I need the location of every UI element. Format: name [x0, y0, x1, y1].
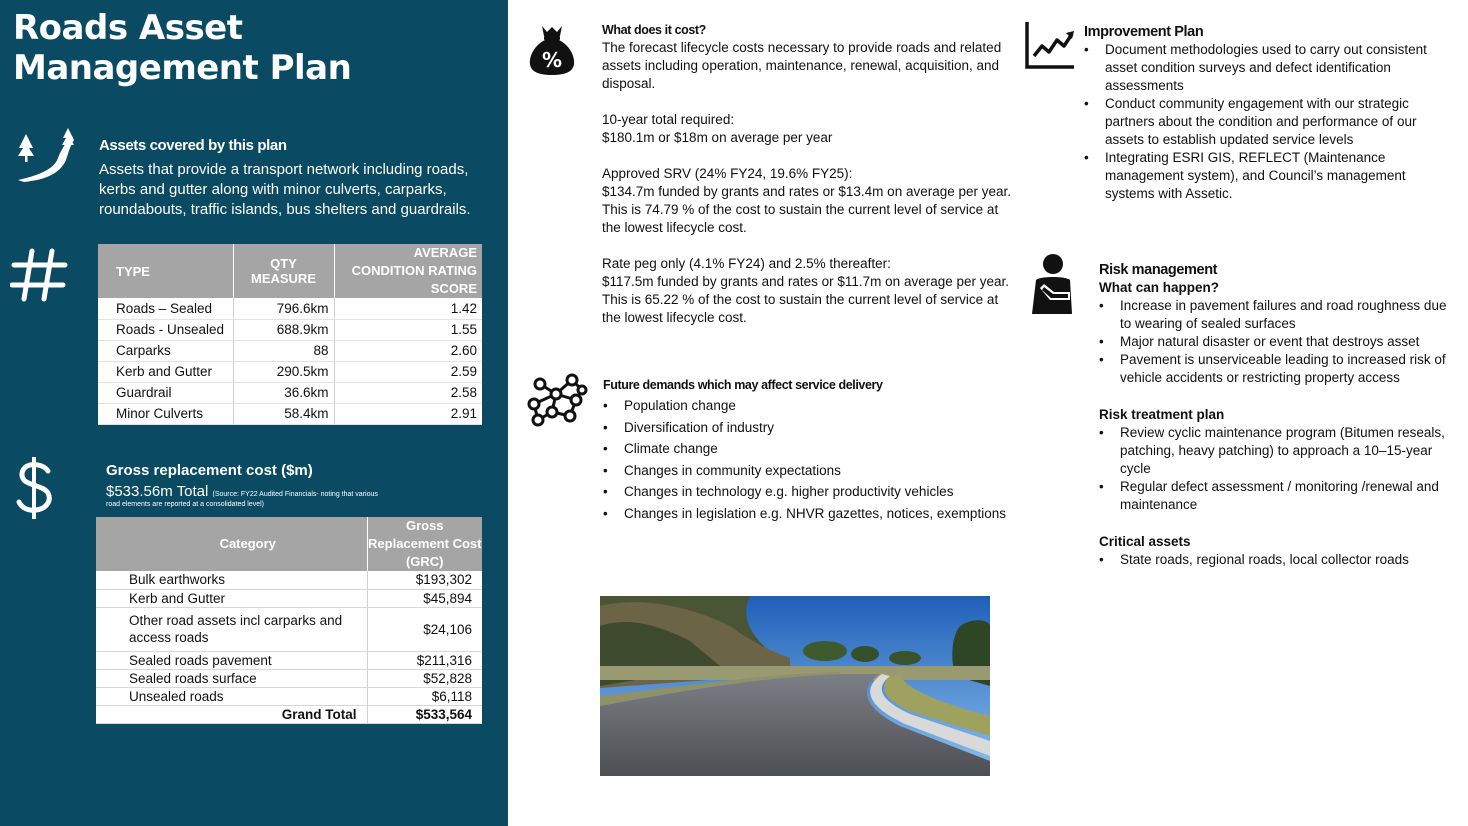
list-item: • Review cyclic maintenance program (Bitumen reseals, patching, heavy patching) to approach a 10–15-year cycle	[1099, 424, 1451, 478]
what-can-happen-heading: What can happen?	[1099, 280, 1220, 295]
cell-grc: $211,316	[367, 651, 482, 669]
cell-qty: 688.9km	[233, 319, 334, 340]
svg-text:%: %	[541, 48, 563, 72]
demands-section	[603, 376, 1023, 525]
grc-source-note: (Source: FY22 Audited Financials- noting that various	[212, 491, 378, 498]
page-title: Roads Asset Management Plan	[13, 8, 352, 88]
grand-total-row	[96, 705, 482, 723]
table-row	[98, 361, 482, 382]
table-row	[98, 298, 482, 319]
grand-total-value: $533,564	[367, 705, 482, 723]
grc-heading: Gross replacement cost ($m)	[106, 462, 313, 479]
road-trees-icon	[14, 126, 76, 184]
cell-category: Other road assets incl carparks and access roads	[96, 607, 367, 651]
column-header-type: TYPE	[98, 244, 233, 298]
cell-grc: $45,894	[367, 589, 482, 607]
cell-qty: 58.4km	[233, 403, 334, 424]
cell-category: Bulk earthworks	[96, 571, 367, 589]
hashtag-icon	[10, 245, 68, 303]
peg-label: Rate peg only (4.1% FY24) and 2.5% thereafter:	[602, 256, 891, 271]
cell-grc: $193,302	[367, 571, 482, 589]
cell-category: Sealed roads surface	[96, 669, 367, 687]
demands-heading: Future demands which may affect service delivery	[603, 378, 883, 392]
table-row	[98, 382, 482, 403]
left-panel	[0, 0, 508, 826]
road-photo	[600, 596, 990, 776]
list-item: • Changes in legislation e.g. NHVR gazettes, notices, exemptions	[603, 503, 1023, 525]
risk-section	[1099, 261, 1451, 569]
column-header-category: Category	[96, 517, 367, 571]
list-item: • Population change	[603, 395, 1023, 417]
assets-heading: Assets covered by this plan	[99, 137, 287, 154]
column-header-qty: QTY MEASURE	[233, 244, 334, 298]
cell-type: Roads – Sealed	[98, 298, 233, 319]
grc-total-value: $533.56m Total	[106, 483, 209, 500]
cell-type: Minor Culverts	[98, 403, 233, 424]
list-item: • Regular defect assessment / monitoring /renewal and maintenance	[1099, 478, 1451, 514]
grc-table	[96, 517, 482, 724]
column-header-condition: AVERAGE CONDITION RATING SCORE	[334, 244, 482, 298]
cell-category: Kerb and Gutter	[96, 589, 367, 607]
cost-heading: What does it cost?	[602, 23, 706, 37]
money-bag-percent-icon	[527, 22, 577, 76]
dollar-icon	[14, 455, 56, 521]
list-item: • Pavement is unserviceable leading to increased risk of vehicle accidents or restricting property access	[1099, 351, 1451, 387]
list-item: • Document methodologies used to carry out consistent asset condition surveys and defect identification assessments	[1084, 41, 1449, 95]
critical-assets-list	[1099, 551, 1451, 569]
cost-intro: The forecast lifecycle costs necessary to provide roads and related assets including operation, maintenance, renewal, acquisition, and disposal.	[602, 40, 1002, 91]
column-header-grc: Gross Replacement Cost (GRC)	[368, 518, 482, 569]
table-header-row	[96, 517, 482, 571]
cell-score: 1.55	[334, 319, 482, 340]
risk-list	[1099, 297, 1451, 387]
list-item: • State roads, regional roads, local collector roads	[1099, 551, 1451, 569]
table-row	[96, 589, 482, 607]
cell-grc: $6,118	[367, 687, 482, 705]
list-item: • Changes in community expectations	[603, 460, 1023, 482]
table-row	[96, 607, 482, 651]
cell-grc: $52,828	[367, 669, 482, 687]
peg-funding: $117.5m funded by grants and rates or $11.7m on average per year.	[602, 274, 1010, 289]
person-injured-icon	[1026, 252, 1076, 316]
srv-label: Approved SRV (24% FY24, 19.6% FY25):	[602, 166, 853, 181]
cell-qty: 796.6km	[233, 298, 334, 319]
cell-type: Roads - Unsealed	[98, 319, 233, 340]
table-header-row	[98, 244, 482, 298]
ten-year-label: 10-year total required:	[602, 112, 735, 127]
grc-total	[106, 483, 378, 500]
cell-score: 2.60	[334, 340, 482, 361]
list-item: • Major natural disaster or event that destroys asset	[1099, 333, 1451, 351]
improvement-heading: Improvement Plan	[1084, 24, 1204, 40]
cell-qty: 88	[233, 340, 334, 361]
table-row	[96, 687, 482, 705]
cell-category: Unsealed roads	[96, 687, 367, 705]
list-item: • Diversification of industry	[603, 417, 1023, 439]
cell-qty: 36.6km	[233, 382, 334, 403]
cell-score: 2.58	[334, 382, 482, 403]
chart-trend-up-icon	[1024, 20, 1076, 70]
table-row	[96, 669, 482, 687]
improvement-list	[1084, 41, 1449, 203]
peg-percent: This is 65.22 % of the cost to sustain the current level of service at the lowest lifecycle cost.	[602, 292, 999, 325]
list-item: • Integrating ESRI GIS, REFLECT (Maintenance management system), and Council’s management systems with Assetic.	[1084, 149, 1449, 203]
cost-section	[602, 21, 1017, 327]
cell-score: 1.42	[334, 298, 482, 319]
risk-treatment-heading: Risk treatment plan	[1099, 407, 1225, 422]
cell-score: 2.91	[334, 403, 482, 424]
grand-total-label: Grand Total	[96, 705, 367, 723]
cell-qty: 290.5km	[233, 361, 334, 382]
network-molecule-icon	[526, 370, 588, 428]
cell-score: 2.59	[334, 361, 482, 382]
list-item: • Conduct community engagement with our strategic partners about the condition and performance of our assets to establish updated service levels	[1084, 95, 1449, 149]
table-row	[98, 340, 482, 361]
srv-funding: $134.7m funded by grants and rates or $13.4m on average per year.	[602, 184, 1012, 199]
list-item: • Increase in pavement failures and road roughness due to wearing of sealed surfaces	[1099, 297, 1451, 333]
srv-percent: This is 74.79 % of the cost to sustain the current level of service at the lowest lifecycle cost.	[602, 202, 999, 235]
table-row	[96, 651, 482, 669]
grc-source-note-2: road elements are reported at a consolidated level)	[106, 501, 264, 508]
demands-list	[603, 395, 1023, 525]
cell-grc: $24,106	[367, 607, 482, 651]
risk-treatment-list	[1099, 424, 1451, 514]
risk-heading: Risk management	[1099, 262, 1218, 278]
table-row	[98, 403, 482, 424]
cell-type: Carparks	[98, 340, 233, 361]
cell-type: Guardrail	[98, 382, 233, 403]
cell-type: Kerb and Gutter	[98, 361, 233, 382]
ten-year-value: $180.1m or $18m on average per year	[602, 130, 833, 145]
assets-description: Assets that provide a transport network including roads, kerbs and gutter along with minor culverts, carparks, roundabouts, traffic islands, bus shelters and guardrails.	[99, 161, 471, 218]
table-row	[98, 319, 482, 340]
list-item: • Changes in technology e.g. higher productivity vehicles	[603, 481, 1023, 503]
improvement-section	[1084, 23, 1449, 203]
cell-category: Sealed roads pavement	[96, 651, 367, 669]
critical-assets-heading: Critical assets	[1099, 534, 1191, 549]
asset-condition-table	[98, 244, 482, 425]
list-item: • Climate change	[603, 438, 1023, 460]
table-row	[96, 571, 482, 589]
